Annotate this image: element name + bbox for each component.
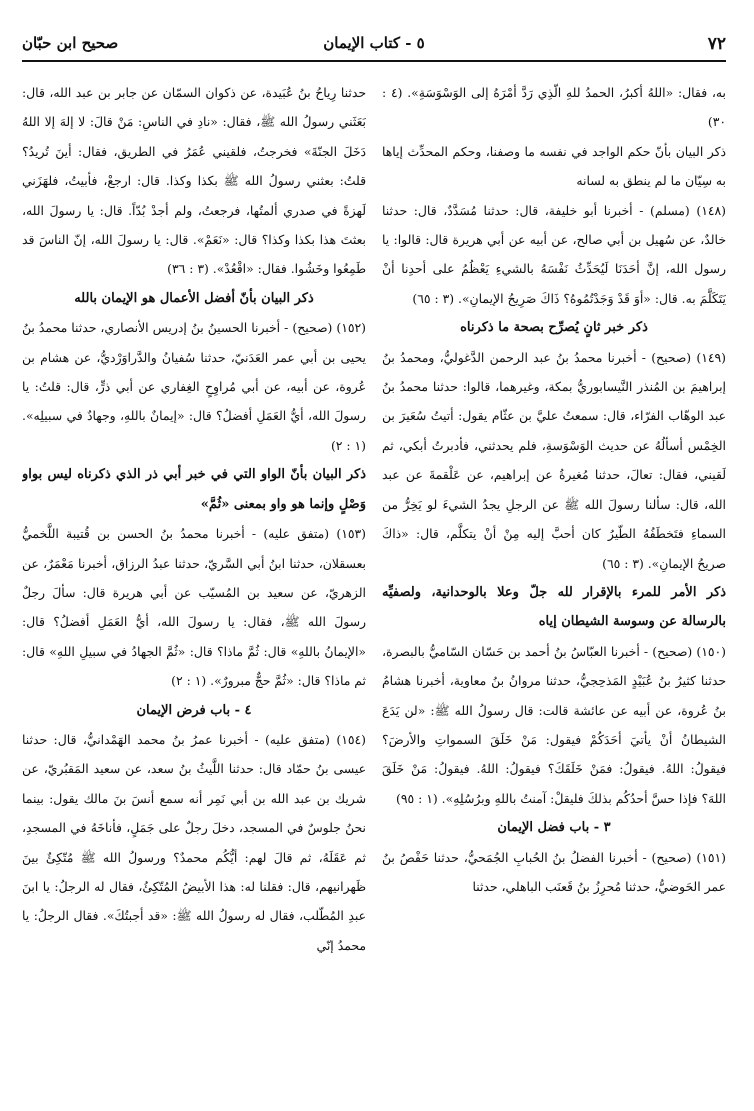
paragraph: (١٤٩) (صحيح) - أخبرنا محمدُ بنُ عبد الرحمن الدَّغوليُّ، ومحمدُ بنُ إبراهيمَ بن المُنذر النَّيسابوريُّ بمكة، وغيرهما، قالوا: حدثنا محمدُ بنُ عبد الوهّاب الفرّاء، قال: سمعتُ عليَّ بن عثّام يقول: أتيتُ سُعَيرَ بن الخِمْس أسألُهُ عن حديث الوَسْوَسةِ، فلم يحدثني، فأدبرتُ أبكي، ثم لَقيني، فقال: تعالَ، حدثنا مُغيرةُ عن إبراهيم، عن عَلْقمةَ عن عبد الله، قال: سألنا رسولَ الله ﷺ عن الرجلِ يجدُ الشيءَ لو يَخِرُّ من السماءِ فتَخطَفُهُ الطّيرُ كان أحبَّ إليه مِنْ أنْ يتكلَّم، قال: «ذاكَ صريحُ الإيمانِ». (٣ : ٦٥): [382, 349, 726, 571]
paragraph: (١٥٠) (صحيح) - أخبرنا العبّاسُ بنُ أحمد بن حَسّان السّاميُّ بالبصرة، حدثنا كثيرُ بنُ عُبَيْدٍ المَذحِجيُّ، حدثنا مروانُ بنُ معاوية، أخبرنا هشامُ بنُ عُروة، عن أبيه عن عائشة قالت: قال رسولُ الله ﷺ: «لن يَدَعَ الشيطانُ أنْ يأتيَ أحَدَكُمْ فيقول: مَنْ خَلَقَ السمواتِ والأرضَ؟ فيقولُ: اللهُ. فيقولُ: فمَنْ خَلَقَكَ؟ فيقولُ: اللهُ. فيقولُ: مَنْ خَلَقَ اللهَ؟ فإذا حسَّ أحدُكُم بذلكَ فليقلْ: آمنتُ باللهِ وبرُسُلِهِ». (١ : ٩٥): [382, 643, 726, 806]
page-number: ٧٢: [707, 34, 726, 54]
paragraph: (١٥٢) (صحيح) - أخبرنا الحسينُ بنُ إدريس الأنصاري، حدثنا محمدُ بنُ يحيى بن أبي عمر العَدَنيّ، حدثنا سُفيانُ والدَّراوَرْديُّ، عن هشام بن عُروة، عن أبيه، عن أبي مُراوِحٍ الغِفاري عن أبي ذرٍّ، قال: قلتُ: يا رسولَ الله، أيُّ العَمَلِ أفضلُ؟ قال: «إيمانٌ باللهِ، وجهادٌ في سبيلِه». (١ : ٢): [22, 320, 366, 453]
page-header: [22, 30, 726, 62]
section-heading: ذكر خبر ثانٍ يُصرِّح بصحة ما ذكرناه: [460, 320, 648, 336]
paragraph: ذكر البيان بأنّ حكم الواجد في نفسه ما وصفنا، وحكم المحدِّث إياها به سِيّان ما لم ينطق به لسانه: [382, 143, 726, 189]
paragraph: به، فقال: «اللهُ أكبرُ، الحمدُ للهِ الّذِي رَدَّ أمْرَهُ إلى الوَسْوَسَةِ». (٤ : ٣٠): [382, 85, 726, 130]
paragraph: (١٤٨) (مسلم) - أخبرنا أبو خليفة، قال: حدثنا مُسَدَّدٌ، قال: حدثنا خالدٌ، عن سُهيل بن أبي صالح، عن أبيه عن أبي هريرة قال: قالوا: يا رسول الله، إنَّ أحَدَنَا لَيُحَدِّثُ نَفْسَهُ بالشيءِ يَعْظُمُ على أحدِنا أنْ يَتَكَلَّمَ به. قال: «أوَ قَدْ وَجَدْتُمُوهُ؟ ذَاكَ صَرِيحُ الإيمانِ». (٣ : ٦٥): [382, 202, 726, 306]
paragraph: (١٥١) (صحيح) - أخبرنا الفضلُ بنُ الحُبابِ الجُمَحيُّ، حدثنا حَفْصُ بنُ عمر الحَوضيُّ، حدثنا مُحرِزُ بنُ قَعنَب الباهلي، حدثنا: [382, 849, 726, 894]
paragraph: (١٥٤) (متفق عليه) - أخبرنا عمرُ بنُ محمد الهَمْدانيُّ، قال: حدثنا عيسى بنُ حمّاد قال: حدثنا اللَّيثُ بنُ سعد، عن سعيد المَقبُريّ، عن شريك بن عبد الله بن أبي نَمِر أنه سمع أنسَ بنَ مالك يقول: بينما نحنُ جلوسٌ في المسجد، دخلَ رجلٌ على جَمَلٍ، فأناخَهُ في المسجدِ، ثم عَقَلَهُ، ثم قالَ لهم: أيُّكُم محمدٌ؟ ورسولُ الله ﷺ مُتّكِئٌ بينَ ظَهرانيهم، قال: فقلنا له: هذا الأبيضُ المُتّكِئُ، فقال له الرجلُ: يا ابنَ عبدِ المُطّلب، فقال له رسولُ الله ﷺ: «قد أجبتُكَ». فقال الرجلُ: يا محمدُ إنّي: [22, 731, 366, 953]
paragraph: حدثنا رِياحُ بنُ عُبَيدة، عن ذكوان السمّان عن جابر بن عبد الله، قال: بَعَثَني رسولُ الله ﷺ، فقال: «نادِ في الناسِ: مَنْ قالَ: لا إلهَ إلا اللهُ دَخَلَ الجنّةَ» فخرجتُ، فلقيني عُمَرُ في الطريق، فقال: أينَ تُريدُ؟ قلتُ: بعثني رسولُ الله ﷺ بكذا وكذا. قال: ارجعْ، فأبيتُ، فلهَزَني لَهزةً في صدري ألمتُها، فرجعتُ، ولم أجدْ بُدّاً. قال: يا رسولَ الله، بعثتَ هذا بكذا وكذا؟ قال: «نَعَمْ». قال: يا رسولَ الله، إنّ الناسَ قد طَمِعُوا وخَشُوا. فقال: «اقْعُدْ». (٣ : ٣٦): [22, 85, 366, 277]
section-heading: ٤ - باب فرض الإيمان: [136, 702, 252, 718]
section-heading: ٣ - باب فضل الإيمان: [497, 820, 611, 836]
book-title: صحيح ابن حبّان: [22, 34, 119, 52]
section-heading: ذكر البيان بأنّ الواو التي في خبر أبي ذر الذي ذكرناه ليس بواو وَصْلٍ وإنما هو واو بمعنى «ثُمَّ»: [22, 467, 366, 512]
right-column: [382, 78, 726, 1088]
section-heading: ذكر الأمر للمرء بالإقرار لله جلّ وعلا بالوحدانية، ولصفيِّه بالرسالة عن وسوسة الشيطان إياه: [382, 584, 726, 630]
left-column: [22, 78, 366, 1088]
chapter-title: ٥ - كتاب الإيمان: [323, 34, 425, 52]
paragraph: (١٥٣) (متفق عليه) - أخبرنا محمدُ بنُ الحسن بن قُتيبة اللَّخميُّ بعسقلان، حدثنا ابنُ أبي السَّريّ، حدثنا عبدُ الرزاق، أخبرنا مَعْمَرٌ، عن الزهريّ، عن سعيد بن المُسيّب عن أبي هريرة قال: سألَ رجلٌ رسولَ الله ﷺ، فقال: يا رسولَ الله، أيُّ العَمَلِ أفضلُ؟ قال: «الإيمانُ باللهِ» قال: ثُمَّ ماذا؟ قال: «ثُمَّ الجهادُ في سبيلِ اللهِ» قال: ثم ماذا؟ قال: «ثُمَّ حجٌّ مبرورٌ». (١ : ٢): [22, 526, 366, 689]
section-heading: ذكر البيان بأنّ أفضل الأعمال هو الإيمان بالله: [74, 290, 314, 306]
